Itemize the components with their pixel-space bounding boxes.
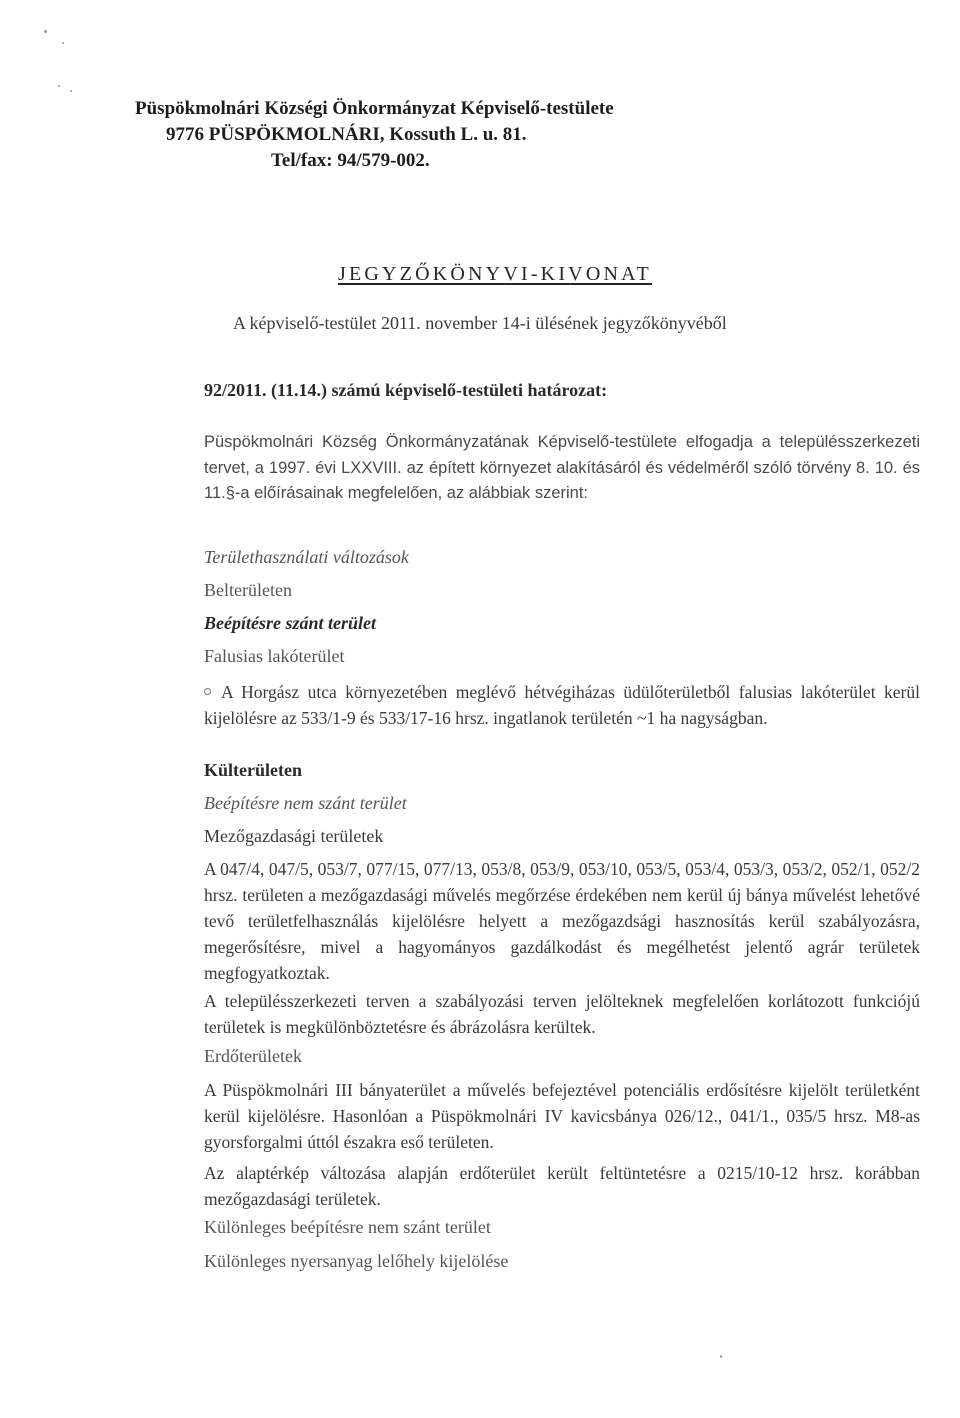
raw-material-heading: Különleges nyersanyag lelőhely kijelölése: [204, 1251, 509, 1271]
base-map-paragraph: Az alaptérkép változása alapján erdőterület került feltüntetésre a 0215/10-12 hrsz. korábban mezőgazdasági területek.: [204, 1163, 920, 1209]
org-address: 9776 PÜSPÖKMOLNÁRI, Kossuth L. u. 81.: [166, 124, 527, 145]
non-built-area-heading: Beépítésre nem szánt terület: [204, 793, 407, 813]
agricultural-paragraph: A 047/4, 047/5, 053/7, 077/15, 077/13, 053/8, 053/9, 053/10, 053/5, 053/4, 053/3, 053/2, 052/1, 052/2 hrsz. területen a mezőgazdasági művelés megőrzése érdekében nem kerül új bánya művelést lehetővé tevő területfelhasználás kijelölésre helyett a mezőgazdsági hasznosítás kerül szabályozásra, megerősítésre, mivel a hagyományos gazdálkodást és megélhetést jelentő agrár területek megfogyatkoztak.: [204, 859, 920, 983]
forest-heading: Erdőterületek: [204, 1046, 302, 1066]
scan-speck: [58, 85, 60, 87]
scan-speck: [62, 42, 64, 44]
outer-area-heading: Külterületen: [204, 760, 302, 780]
inner-area-heading: Belterületen: [204, 580, 292, 600]
built-area-heading: Beépítésre szánt terület: [204, 613, 376, 633]
special-non-built-heading: Különleges beépítésre nem szánt terület: [204, 1217, 491, 1237]
scan-speck: [720, 1355, 722, 1358]
resolution-title: 92/2011. (11.14.) számú képviselő-testületi határozat:: [204, 380, 608, 400]
document-title: JEGYZŐKÖNYVI-KIVONAT: [338, 263, 652, 285]
document-subtitle: A képviselő-testület 2011. november 14-i ülésének jegyzőkönyvéből: [233, 313, 727, 333]
bullet-text: A Horgász utca környezetében meglévő hétvégiházas üdülőterületből falusias lakóterület kerül kijelölésre az 533/1-9 és 533/17-16 hrsz. ingatlanok területén ~1 ha nagyságban.: [204, 682, 920, 728]
intro-paragraph: Püspökmolnári Község Önkormányzatának Képviselő-testülete elfogadja a településszerkezeti tervet, a 1997. évi LXXVIII. az épített környezet alakításáról és védelméről szóló törvény 8. 10. és 11.§-a előírásainak megfelelően, az alábbiak szerint:: [204, 433, 920, 502]
org-name: Püspökmolnári Községi Önkormányzat Képviselő-testülete: [135, 98, 614, 119]
village-residential-heading: Falusias lakóterület: [204, 646, 345, 666]
org-telfax: Tel/fax: 94/579-002.: [271, 150, 430, 171]
bullet-list-item: [204, 679, 920, 731]
land-use-changes-heading: Területhasználati változások: [204, 547, 409, 567]
scan-speck: [44, 30, 47, 33]
forest-paragraph: A Püspökmolnári III bányaterület a művelés befejeztével potenciális erdősítésre kijelölt területként kerül kijelölésre. Hasonlóan a Püspökmolnári IV kavicsbánya 026/12., 041/1., 035/5 hrsz. M8-as gyorsforgalmi úttól északra eső területen.: [204, 1080, 920, 1152]
planning-paragraph: A településszerkezeti terven a szabályozási terven jelölteknek megfelelően korlátozott funkciójú területek is megkülönböztetésre és ábrázolásra kerültek.: [204, 991, 920, 1037]
scan-speck: [70, 90, 72, 92]
agricultural-heading: Mezőgazdasági területek: [204, 826, 384, 846]
bullet-icon: [204, 688, 211, 695]
